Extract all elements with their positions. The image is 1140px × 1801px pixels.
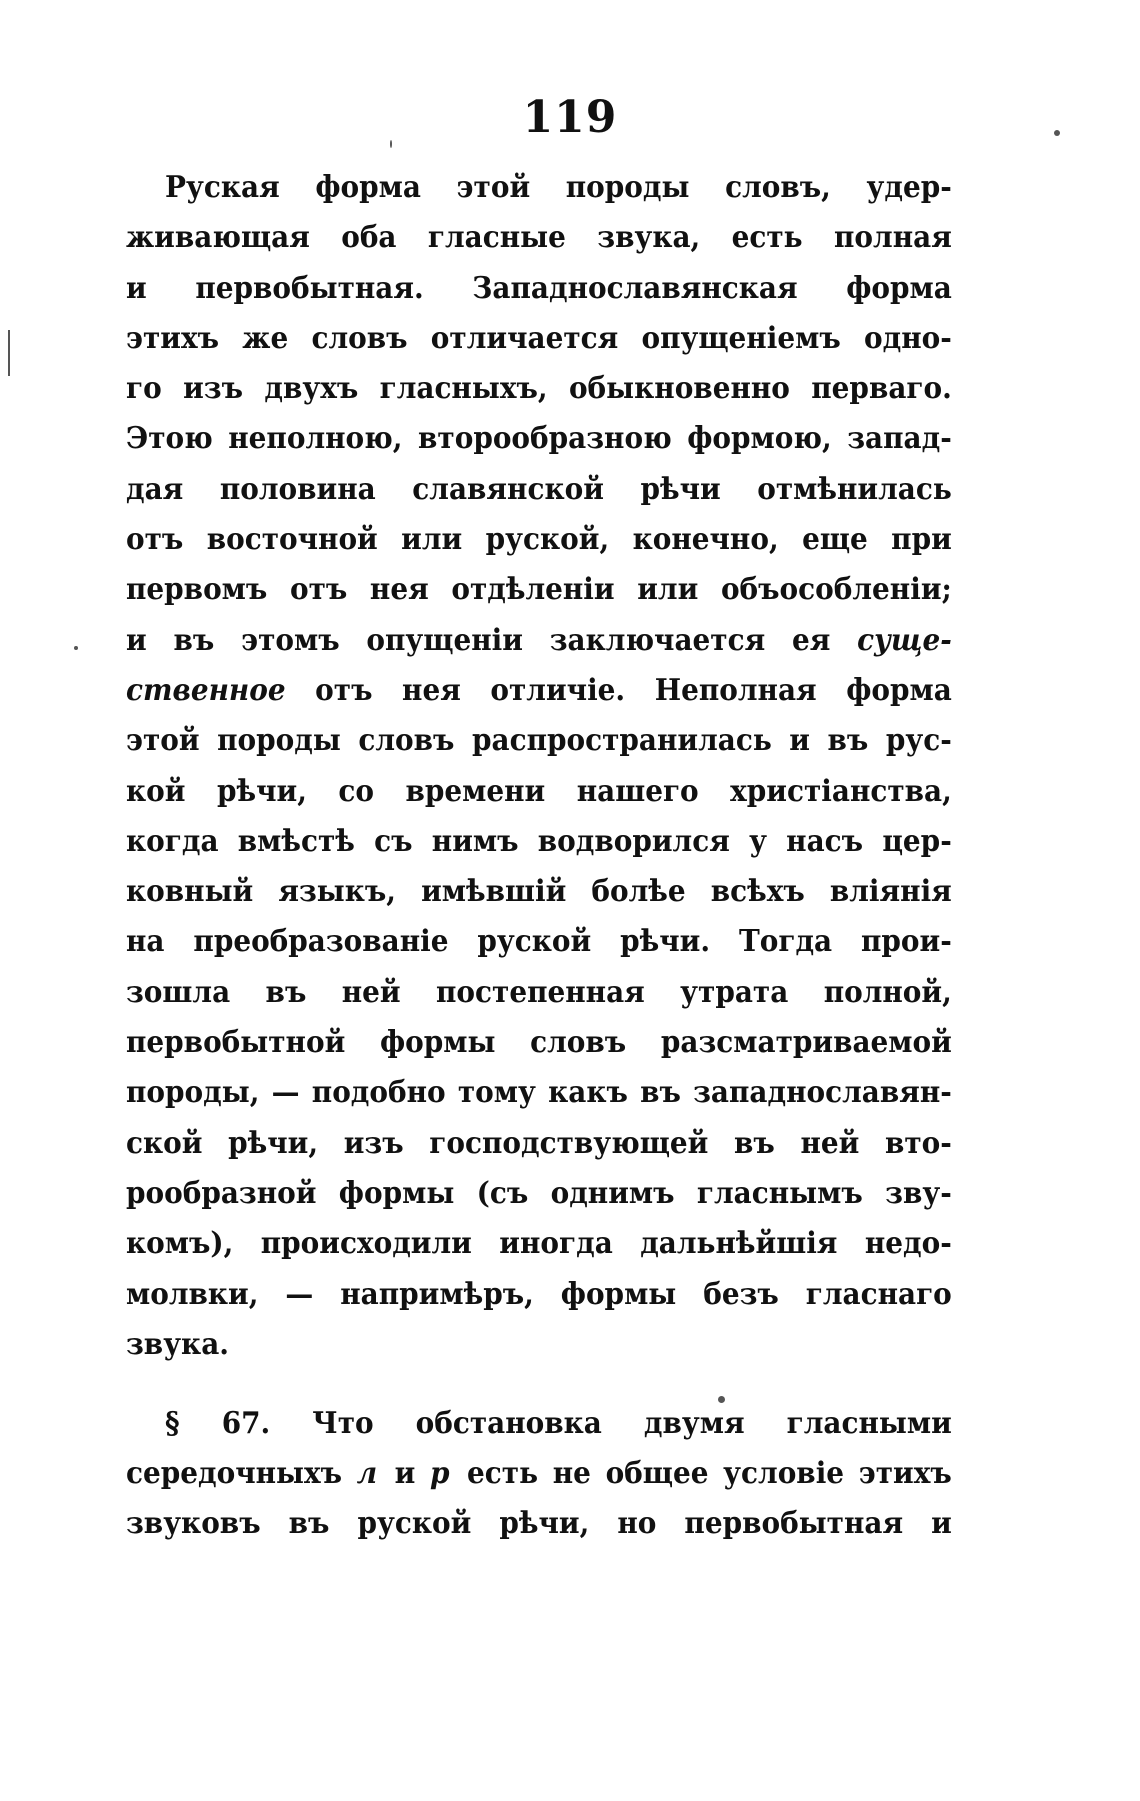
word: отличается (430, 320, 619, 356)
word: опущеніи (366, 622, 523, 658)
word: постепенная (436, 974, 645, 1010)
word: цер- (882, 823, 952, 859)
print-speck (8, 330, 10, 376)
word: л (356, 1456, 380, 1491)
word: когда (126, 823, 219, 859)
word: породы (565, 170, 690, 205)
text-line (126, 1226, 952, 1276)
text-line (126, 1506, 952, 1556)
word: р (430, 1456, 453, 1491)
word: отъ (289, 572, 348, 608)
word: нашего (576, 773, 699, 809)
word: первобытная (684, 1506, 904, 1541)
text-line (126, 371, 952, 421)
word: нимъ (431, 823, 519, 859)
text-line (126, 673, 952, 723)
word: у (749, 823, 767, 859)
word: времени (405, 773, 546, 809)
word: § (165, 1406, 180, 1441)
word: разсматриваемой (660, 1025, 952, 1061)
word: на (126, 924, 165, 960)
word: ковный (126, 874, 254, 910)
word: въ (288, 1506, 330, 1541)
word: формы (379, 1025, 496, 1061)
word: формы (560, 1276, 677, 1312)
word: Что (312, 1406, 374, 1441)
word: дая (126, 471, 184, 507)
word: второобразною (418, 421, 672, 457)
word: но (617, 1506, 657, 1541)
word: словъ (530, 1025, 627, 1061)
print-speck (74, 646, 78, 650)
word: ской (126, 1125, 203, 1161)
text-line (126, 723, 952, 773)
word: кой (126, 773, 186, 809)
text-line (126, 220, 952, 270)
word: запад- (847, 421, 952, 457)
word: имѣвшій (421, 874, 567, 910)
word: руской (477, 924, 592, 960)
word: недо- (864, 1226, 952, 1262)
text-line (126, 1406, 952, 1456)
print-speck (718, 1396, 725, 1403)
word: суще- (857, 622, 952, 658)
word: обстановка (415, 1406, 602, 1441)
word: двумя (643, 1406, 745, 1441)
word: христіанства, (730, 773, 952, 809)
word: рѣчи, (499, 1506, 590, 1541)
word: словъ (311, 320, 408, 356)
word: одно- (863, 320, 952, 356)
word: 67. (221, 1406, 271, 1441)
word: Этою (126, 421, 213, 457)
print-speck (1054, 130, 1060, 136)
word: есть (467, 1456, 539, 1491)
word: вліянія (829, 874, 952, 910)
text-line (126, 321, 952, 371)
word: утрата (680, 974, 789, 1010)
word: въ (640, 1075, 681, 1111)
word: не (552, 1456, 591, 1491)
text-line (126, 623, 952, 673)
word: есть (731, 220, 803, 256)
word: породы (217, 723, 341, 759)
word: съ (374, 823, 413, 859)
word: отмѣнилась (757, 471, 952, 507)
word: въ (827, 723, 869, 759)
word: форма (846, 270, 952, 306)
word: обыкновенно (568, 371, 790, 407)
word: изъ (183, 371, 243, 407)
word: звука. (126, 1326, 229, 1362)
word: прои- (861, 924, 952, 960)
text-line (126, 924, 952, 974)
print-speck (390, 140, 392, 148)
text-line (126, 975, 952, 1025)
text-line (126, 522, 952, 572)
word: рус- (885, 723, 952, 759)
word: гласнымъ (696, 1175, 863, 1211)
word: половина (219, 471, 376, 507)
word: тому (457, 1075, 536, 1111)
word: середочныхъ (126, 1456, 343, 1491)
word: общее (605, 1456, 709, 1491)
word: этихъ (126, 320, 220, 356)
word: ственное (126, 672, 286, 708)
text-line (126, 170, 952, 220)
word: первомъ (126, 572, 268, 608)
word: условіе (723, 1456, 845, 1491)
word: подобно (311, 1075, 446, 1111)
word: болѣе (591, 874, 686, 910)
word: распространилась (471, 723, 772, 759)
text-line (126, 1327, 952, 1377)
word: гласными (786, 1406, 952, 1441)
word: неполною, (228, 421, 403, 457)
word: го (126, 371, 162, 407)
word: въ (173, 622, 215, 658)
word: и (126, 622, 147, 658)
text-line (126, 1075, 952, 1125)
word: руской, (485, 522, 610, 558)
word: зву- (885, 1175, 952, 1211)
text-line (126, 1025, 952, 1075)
word: или (637, 572, 699, 608)
word: рѣчи, (228, 1125, 319, 1161)
word: полная (834, 220, 952, 256)
word: рообразной (126, 1175, 317, 1211)
word: этомъ (241, 622, 340, 658)
word: формою, (687, 421, 832, 457)
text-line (126, 824, 952, 874)
word: словъ, (725, 170, 831, 205)
word: словъ (358, 723, 455, 759)
word: формы (338, 1175, 455, 1211)
word: рѣчи. (620, 924, 711, 960)
word: Западнославянская (472, 270, 798, 306)
word: въ (734, 1125, 775, 1161)
word: водворился (537, 823, 730, 859)
word: оба (341, 220, 397, 256)
word: полной, (823, 974, 952, 1010)
word: насъ (786, 823, 864, 859)
text-line (126, 572, 952, 622)
word: руской (357, 1506, 472, 1541)
word: вмѣстѣ (237, 823, 355, 859)
word: или (401, 522, 463, 558)
word: конечно, (632, 522, 779, 558)
word: западнославян- (693, 1075, 952, 1111)
word: этой (126, 723, 200, 759)
word: вто- (884, 1125, 952, 1161)
word: удер- (866, 170, 952, 205)
word: заключается (549, 622, 766, 658)
word: изъ (343, 1125, 404, 1161)
word: напримѣръ, (340, 1276, 534, 1312)
word: звука, (597, 220, 701, 256)
word: дальнѣйшія (640, 1226, 838, 1262)
word: комъ), (126, 1226, 234, 1262)
word: рѣчи, (216, 773, 307, 809)
word: форма (315, 170, 421, 205)
word: однимъ (550, 1175, 675, 1211)
paragraph-2 (126, 1406, 952, 1556)
text-line (126, 1277, 952, 1327)
word: гласнаго (805, 1276, 952, 1312)
word: молвки, (126, 1276, 259, 1312)
word: какъ (548, 1075, 628, 1111)
word: форма (846, 672, 952, 708)
text-line (126, 1456, 952, 1506)
text-line (126, 271, 952, 321)
page-number: 119 (522, 92, 618, 143)
paragraph-1 (126, 170, 952, 1377)
word: восточной (206, 522, 378, 558)
word: нея (402, 672, 461, 708)
word: — (271, 1075, 300, 1111)
word: (съ (476, 1175, 529, 1211)
word: господствующей (429, 1125, 709, 1161)
word: Неполная (654, 672, 817, 708)
word: объособленіи; (720, 572, 952, 608)
word: иногда (499, 1226, 613, 1262)
word: еще (802, 522, 868, 558)
word: живающая (126, 220, 310, 256)
text-line (126, 774, 952, 824)
word: отличіе. (490, 672, 626, 708)
word: гласные (427, 220, 566, 256)
word: происходили (260, 1226, 472, 1262)
word: опущеніемъ (641, 320, 841, 356)
text-line (126, 472, 952, 522)
word: и (394, 1456, 416, 1491)
word: этихъ (858, 1456, 952, 1491)
word: языкъ, (278, 874, 396, 910)
text-line (126, 421, 952, 471)
word: со (338, 773, 375, 809)
word: — (285, 1276, 314, 1312)
word: въ (265, 974, 307, 1010)
word: ней (800, 1125, 860, 1161)
word: зошла (126, 974, 231, 1010)
word: ней (341, 974, 401, 1010)
word: первобытной (126, 1025, 346, 1061)
word: Тогда (738, 924, 833, 960)
word: рѣчи (640, 471, 721, 507)
word: отъ (315, 672, 373, 708)
word: гласныхъ, (379, 371, 548, 407)
word: двухъ (264, 371, 359, 407)
word: славянской (412, 471, 604, 507)
word: преобразованіе (193, 924, 449, 960)
text-line (126, 874, 952, 924)
word: и (789, 723, 811, 759)
word: Руская (165, 170, 280, 205)
word: при (891, 522, 952, 558)
word: всѣхъ (710, 874, 805, 910)
word: породы, (126, 1075, 260, 1111)
word: этой (456, 170, 531, 205)
word: перваго. (811, 371, 952, 407)
word: и (126, 270, 147, 306)
word: нея (369, 572, 429, 608)
text-line (126, 1176, 952, 1226)
word: отъ (126, 522, 184, 558)
word: звуковъ (126, 1506, 261, 1541)
word: первобытная. (195, 270, 424, 306)
word: безъ (703, 1276, 779, 1312)
word: ея (791, 622, 831, 658)
word: отдѣленіи (451, 572, 615, 608)
word: же (242, 320, 289, 356)
text-line (126, 1126, 952, 1176)
word: и (931, 1506, 952, 1541)
